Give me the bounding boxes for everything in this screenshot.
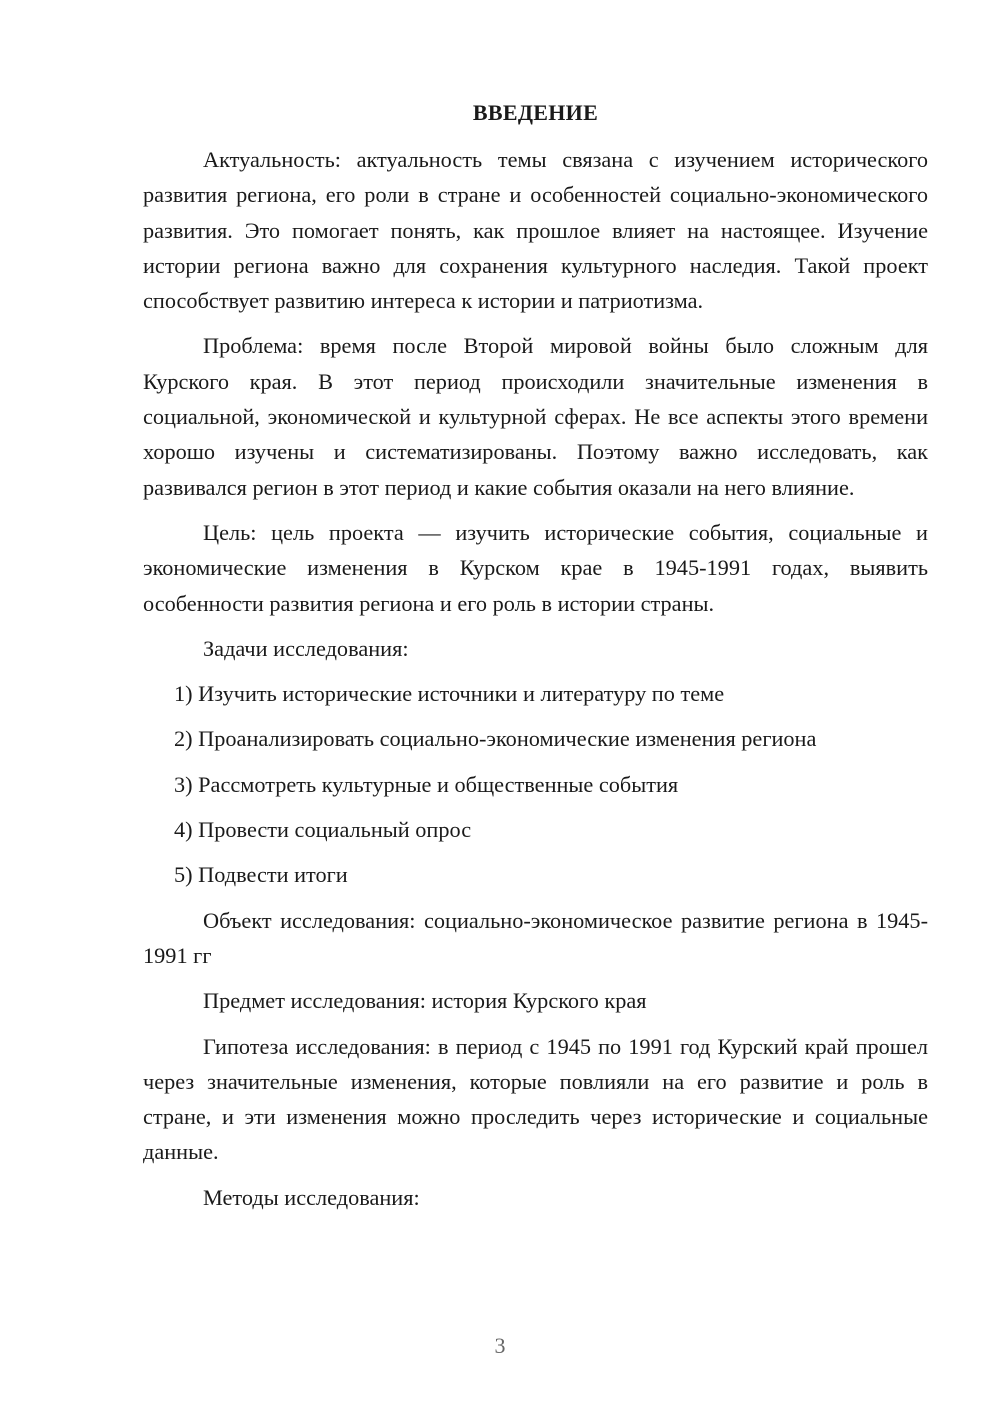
task-item-1: 1) Изучить исторические источники и литературу по теме [174, 681, 725, 707]
task-item-4: 4) Провести социальный опрос [174, 817, 472, 843]
task-item-3: 3) Рассмотреть культурные и общественные события [174, 771, 679, 797]
section-title: ВВЕДЕНИЕ [472, 100, 599, 125]
tasks-list [143, 676, 928, 892]
page-number: 3 [494, 1333, 506, 1358]
paragraph-object: Объект исследования: социально-экономическое развитие региона в 1945-1991 гг [143, 907, 928, 968]
tasks-heading: Задачи исследования: [203, 635, 409, 661]
paragraph-goal: Цель: цель проекта — изучить исторические события, социальные и экономические изменения в Курском крае в 1945-1991 годах, выявить особенности развития региона и его роль в истории страны. [143, 519, 928, 616]
page-content [143, 95, 928, 1225]
task-item-5: 5) Подвести итоги [174, 862, 348, 888]
paragraph-subject: Предмет исследования: история Курского края [203, 988, 647, 1014]
task-item-2: 2) Проанализировать социально-экономические изменения региона [174, 726, 817, 752]
paragraph-hypothesis: Гипотеза исследования: в период с 1945 по 1991 год Курский край прошел через значительные изменения, которые повлияли на его развитие и роль в стране, и эти изменения можно проследить через исторические и социальные данные. [143, 1033, 928, 1165]
paragraph-problem: Проблема: время после Второй мировой войны было сложным для Курского края. В этот период происходили значительные изменения в социальной, экономической и культурной сферах. Не все аспекты этого времени хорошо изучены и систематизированы. Поэтому важно исследовать, как развивался регион в этот период и какие события оказали на него влияние. [143, 333, 928, 500]
paragraph-relevance: Актуальность: актуальность темы связана с изучением исторического развития региона, его роли в стране и особенностей социально-экономического развития. Это помогает понять, как прошлое влияет на настоящее. Изучение истории региона важно для сохранения культурного наследия. Такой проект способствует развитию интереса к истории и патриотизма. [143, 147, 928, 314]
methods-heading: Методы исследования: [203, 1184, 420, 1210]
